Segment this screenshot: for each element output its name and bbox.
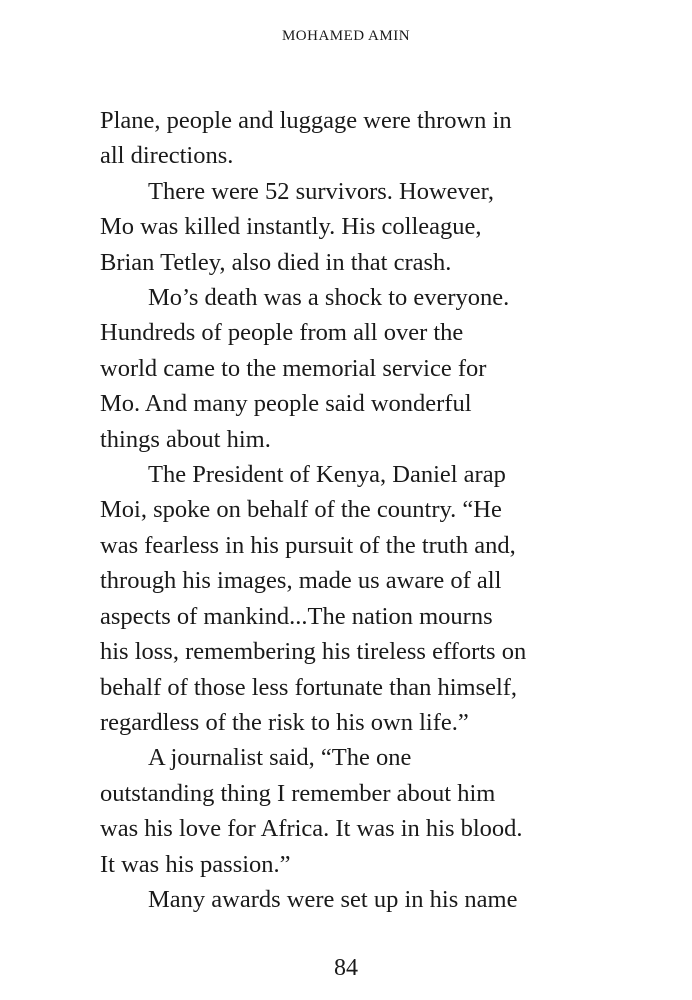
text-line: There were 52 survivors. However, [148, 177, 494, 205]
text-line: all directions. [100, 142, 234, 170]
text-line: through his images, made us aware of all [100, 567, 502, 595]
text-line: Mo was killed instantly. His colleague, [100, 213, 482, 241]
text-line: Mo. And many people said wonderful [100, 390, 472, 418]
text-line: Brian Tetley, also died in that crash. [100, 248, 452, 276]
text-line: regardless of the risk to his own life.” [100, 708, 469, 736]
text-line: It was his passion.” [100, 850, 291, 878]
text-line: was fearless in his pursuit of the truth and, [100, 531, 516, 559]
text-line: was his love for Africa. It was in his blood. [100, 815, 523, 843]
text-line: his loss, remembering his tireless efforts on [100, 638, 527, 666]
text-line: Hundreds of people from all over the [100, 319, 464, 347]
text-line: A journalist said, “The one [148, 744, 412, 772]
text-line: things about him. [100, 425, 271, 453]
text-line: Mo’s death was a shock to everyone. [148, 284, 510, 312]
text-line: The President of Kenya, Daniel arap [148, 461, 506, 489]
page-number: 84 [334, 955, 358, 981]
text-line: aspects of mankind...The nation mourns [100, 602, 493, 630]
text-line: world came to the memorial service for [100, 354, 487, 382]
running-head: MOHAMED AMIN [281, 28, 411, 44]
text-line: Many awards were set up in his name [148, 885, 518, 913]
text-line: Moi, spoke on behalf of the country. “He [100, 496, 502, 524]
body-text [100, 103, 640, 917]
text-line: behalf of those less fortunate than himself, [100, 673, 518, 701]
text-line: Plane, people and luggage were thrown in [100, 107, 512, 134]
text-line: outstanding thing I remember about him [100, 779, 496, 807]
